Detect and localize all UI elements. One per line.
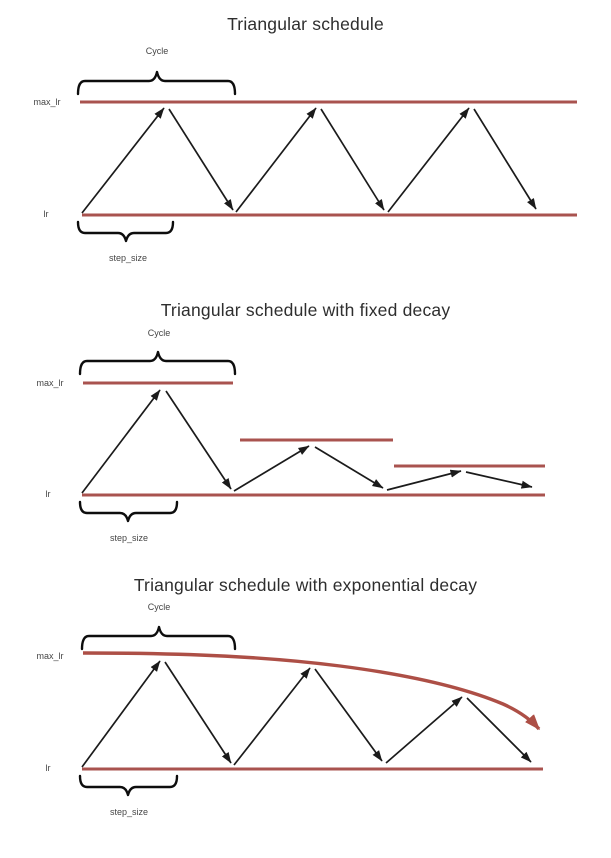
lr-label: lr bbox=[45, 489, 51, 499]
arrow-segment bbox=[82, 108, 164, 213]
cycle-brace bbox=[78, 72, 235, 94]
step-size-brace bbox=[80, 502, 177, 521]
max-lr-label: max_lr bbox=[36, 378, 64, 388]
lr-zigzag-arrows bbox=[82, 108, 536, 213]
diagram-title: Triangular schedule with exponential decay bbox=[133, 575, 478, 595]
max-lr-label: max_lr bbox=[36, 651, 64, 661]
arrow-segment bbox=[82, 390, 160, 493]
step-size-label: step_size bbox=[108, 253, 148, 263]
arrow-segment bbox=[169, 109, 233, 210]
step-size-label: step_size bbox=[109, 533, 149, 543]
triangular-schedule-diagram bbox=[78, 72, 577, 241]
arrow-segment bbox=[234, 668, 310, 765]
step-size-brace bbox=[80, 776, 177, 795]
cycle-brace bbox=[82, 627, 235, 649]
arrow-segment bbox=[321, 109, 384, 210]
lr-label: lr bbox=[43, 209, 49, 219]
arrow-segment bbox=[315, 447, 383, 488]
arrow-segment bbox=[387, 471, 461, 490]
cycle-brace bbox=[80, 352, 235, 374]
arrow-segment bbox=[166, 391, 231, 489]
arrow-segment bbox=[467, 698, 531, 762]
arrow-segment bbox=[165, 662, 231, 763]
arrow-segment bbox=[388, 108, 469, 212]
cycle-label: Cycle bbox=[147, 602, 171, 612]
max-lr-label: max_lr bbox=[33, 97, 61, 107]
arrow-segment bbox=[236, 108, 316, 212]
diagram-title: Triangular schedule bbox=[227, 14, 384, 34]
lr-label: lr bbox=[45, 763, 51, 773]
arrow-segment bbox=[315, 669, 382, 761]
cycle-label: Cycle bbox=[145, 46, 169, 56]
lr-zigzag-arrows bbox=[82, 661, 531, 767]
arrow-segment bbox=[82, 661, 160, 767]
cycle-label: Cycle bbox=[147, 328, 171, 338]
fixed-decay-diagram bbox=[80, 352, 545, 521]
exponential-decay-diagram bbox=[80, 627, 543, 795]
arrow-segment bbox=[474, 109, 536, 209]
step-size-label: step_size bbox=[109, 807, 149, 817]
diagram-title: Triangular schedule with fixed decay bbox=[160, 300, 451, 320]
exponential-decay-curve bbox=[83, 653, 539, 729]
arrow-segment bbox=[466, 472, 532, 487]
arrow-segment bbox=[234, 446, 309, 491]
step-size-brace bbox=[78, 222, 173, 241]
arrow-segment bbox=[386, 697, 462, 763]
